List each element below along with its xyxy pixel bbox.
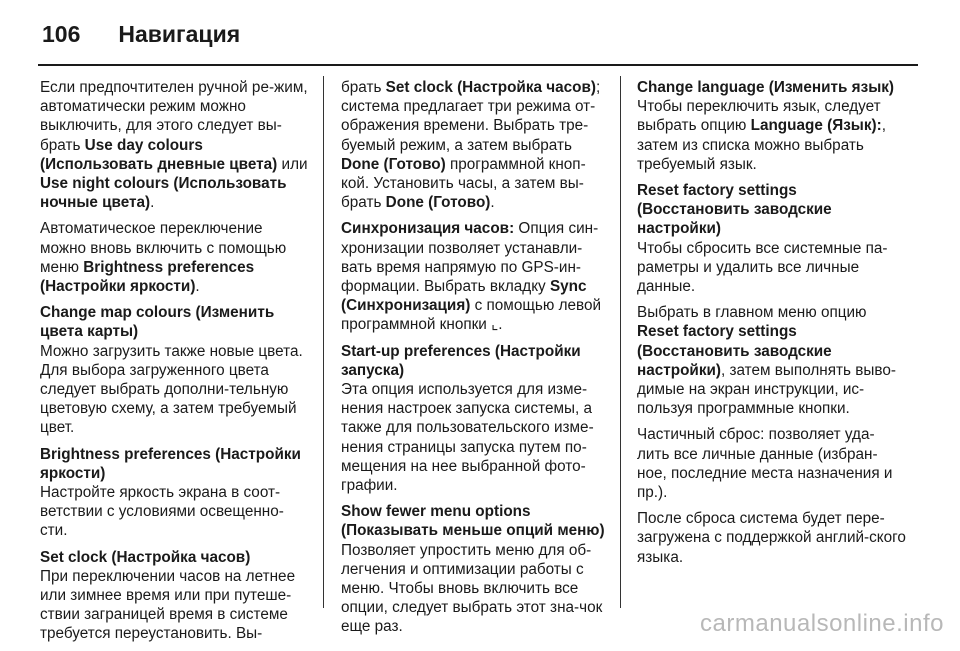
paragraph-set-clock: брать Set clock (Настройка часов); система предлагает три режима от-ображения времени. Выбрать тре-буемый режим, а затем выбрать Done (Готово) программной кноп-кой. Установить часы, а затем вы-брать Done (Готово).: [341, 79, 601, 212]
menu-option-set-clock: Set clock (Настройка часов): [385, 79, 596, 96]
section-body: Можно загрузить также новые цвета. Для выбора загруженного цвета следует выбрать дополни-тельную цветовую схему, а затем требуемый цвет.: [40, 342, 303, 437]
column-3: [637, 78, 907, 574]
page-header: [42, 14, 240, 54]
paragraph-reset-steps: Выбрать в главном меню опцию Reset factory settings (Восстановить заводские настройки), затем выполнять выво-димые на экран инструкции, ис-пользуя программные кнопки.: [637, 304, 896, 418]
header-rule: [38, 64, 918, 66]
paragraph-clock-sync: Синхронизация часов: Опция син-хронизации позволяет устанавли-вать время напрямую по GPS-ин-формации. Выбрать вкладку Sync (Синхронизация) с помощью левой программной кнопки ⌞.: [341, 220, 602, 334]
softkey-left-icon: ⌞: [491, 316, 499, 334]
section-body: Чтобы сбросить все системные па-раметры и удалить все личные данные.: [637, 239, 888, 296]
section-heading: Change map colours (Изменить цвета карты): [40, 304, 275, 341]
menu-option-sync: Sync (Синхронизация): [341, 278, 587, 315]
column-divider-1: [323, 76, 324, 608]
section-body: Настройте яркость экрана в соот-ветствии с условиями освещенно-сти.: [40, 484, 284, 540]
section-body: При переключении часов на летнее или зимнее время или при путеше-ствии заграницей время в системе требуется переустановить. Вы-: [40, 567, 296, 643]
menu-option-brightness: Brightness preferences (Настройки яркости): [40, 258, 255, 296]
section-heading: Reset factory settings (Восстановить заводские настройки): [637, 182, 832, 238]
paragraph-auto-switch: Автоматическое переключение можно вновь включить с помощью меню Brightness preferences (Настройки яркости).: [40, 220, 287, 296]
column-2: [341, 78, 607, 644]
menu-option-day-colours: Use day colours (Использовать дневные цвета): [40, 136, 278, 173]
section-body: Чтобы переключить язык, следует выбрать опцию Language (Язык):, затем из списка можно выбрать требуемый язык.: [637, 98, 886, 173]
section-heading: Start-up preferences (Настройки запуска): [341, 342, 581, 379]
menu-option-done: Done (Готово): [385, 194, 491, 212]
menu-option-reset: Reset factory settings (Восстановить заводские настройки): [637, 323, 832, 379]
section-heading: Set clock (Настройка часов): [40, 548, 251, 566]
label-clock-sync: Синхронизация часов:: [341, 220, 515, 238]
paragraph-manual-mode: Если предпочтителен ручной ре-жим, автоматически режим можно выключить, для этого следует вы-брать Use day colours (Использовать дневные цвета) или Use night colours (Использовать ночные цвета).: [40, 79, 308, 212]
page-number: 106: [42, 20, 81, 47]
watermark: carmanualsonline.info: [700, 610, 944, 637]
menu-option-done: Done (Готово): [341, 155, 446, 173]
section-body: Позволяет упростить меню для об-легчения и оптимизации работы с меню. Чтобы вновь включить все опции, следует выбрать этот зна-чок еще раз.: [341, 541, 603, 636]
paragraph-after-reset: После сброса система будет пере-загружена с поддержкой англий-ского языка.: [637, 510, 906, 566]
chapter-title: Навигация: [118, 20, 241, 47]
menu-option-night-colours: Use night colours (Использовать ночные цвета): [40, 175, 287, 212]
paragraph-partial-reset: Частичный сброс: позволяет уда-лить все личные данные (избран-ное, последние места назначения и пр.).: [637, 426, 893, 502]
section-heading: Brightness preferences (Настройки яркости): [40, 445, 301, 482]
section-heading: Change language (Изменить язык): [637, 79, 895, 96]
column-divider-2: [620, 76, 621, 608]
menu-option-language: Language (Язык):: [750, 117, 882, 135]
column-1: [40, 78, 310, 651]
section-body: Эта опция используется для изме-нения настроек запуска системы, а также для пользовательского изме-нения страницы запуска путем по-мещения на нее выбранной фото-графии.: [341, 381, 594, 495]
section-heading: Show fewer menu options (Показывать меньше опций меню): [341, 503, 605, 540]
